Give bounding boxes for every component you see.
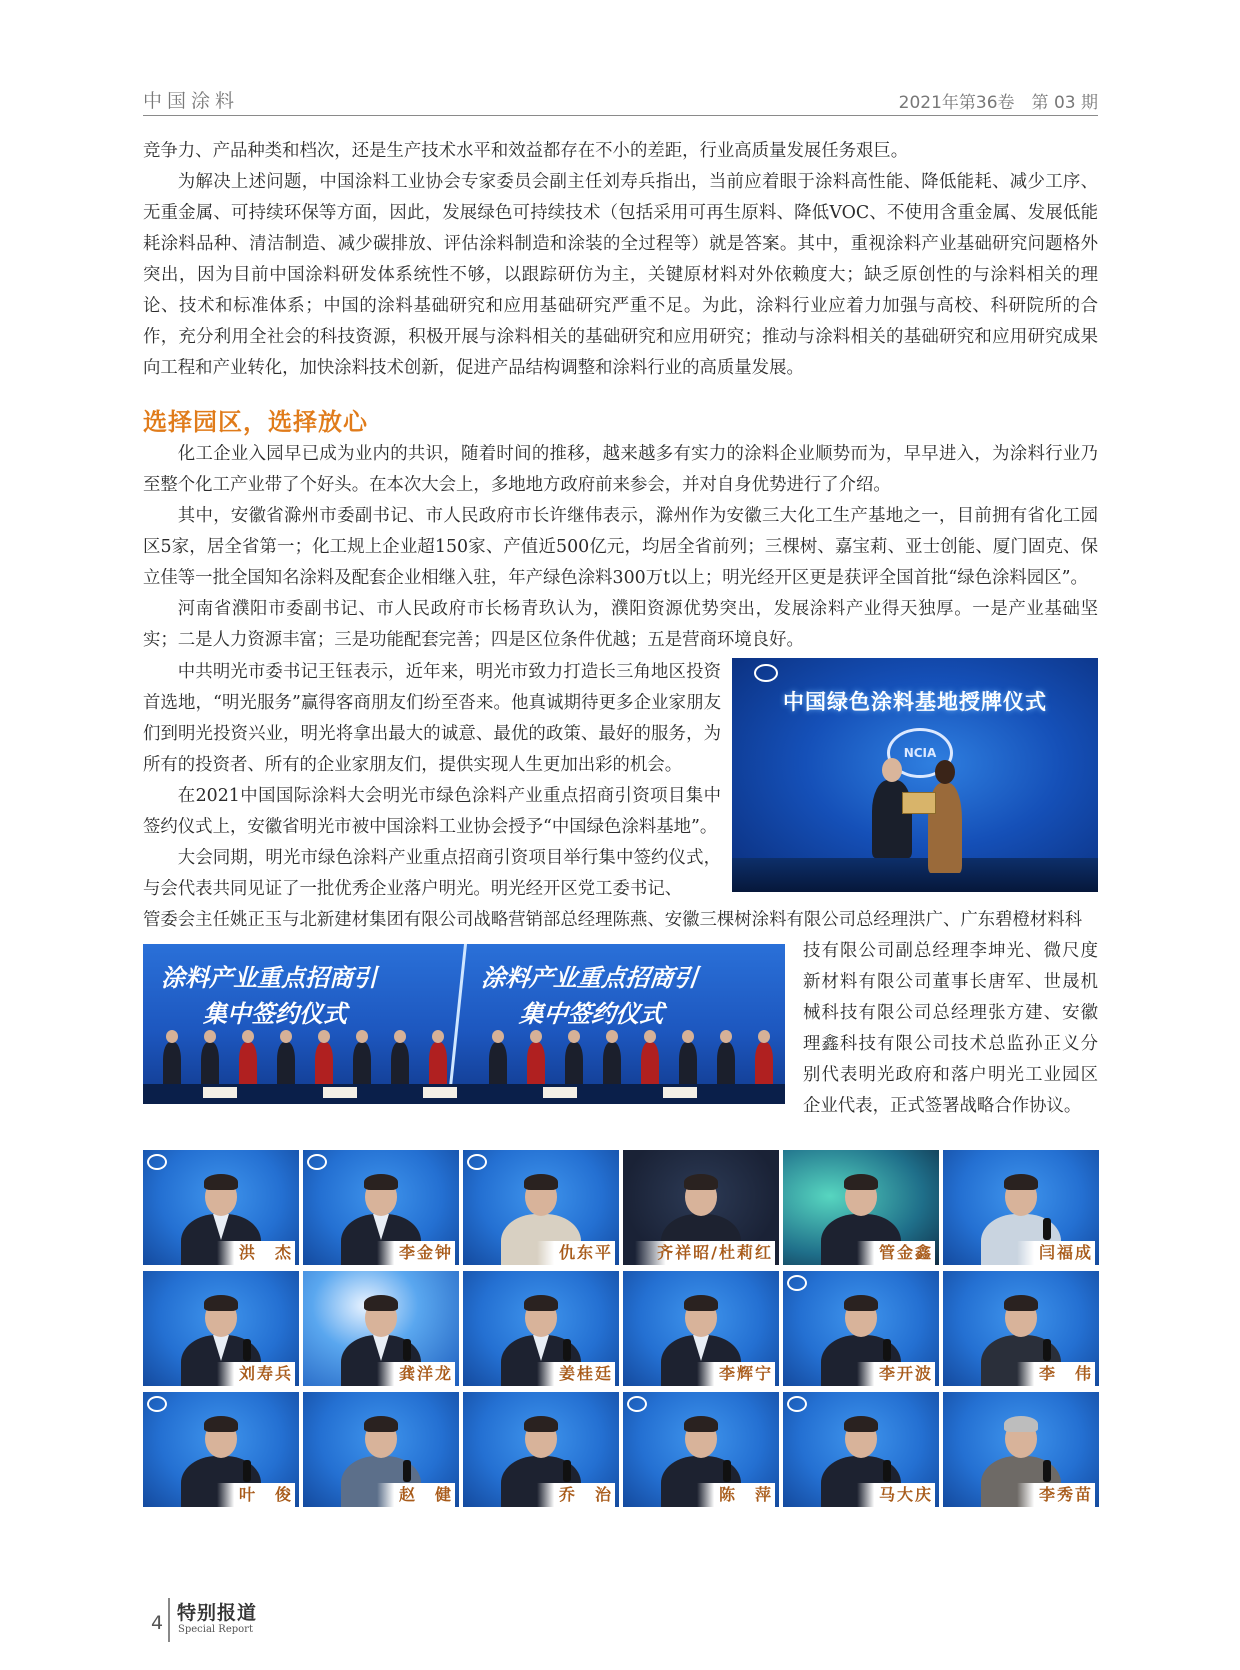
conference-logo-icon	[307, 1154, 327, 1170]
paragraph-8a: 大会同期，明光市绿色涂料产业重点招商引资项目举行集中签约仪式，与会代表共同见证了一批优秀企业落户明光。明光经开区党工委书记、	[143, 848, 721, 899]
speaker-photo	[943, 1392, 1099, 1507]
speaker-name: 李金钟	[377, 1241, 455, 1265]
speaker-photo	[943, 1150, 1099, 1265]
speaker-hair	[684, 1416, 718, 1432]
footer-divider	[168, 1598, 170, 1642]
microphone-icon	[403, 1460, 411, 1482]
running-header	[143, 86, 1098, 116]
nameplate	[203, 1087, 237, 1098]
speaker-name: 管金鑫	[857, 1241, 935, 1265]
speaker-photo	[143, 1271, 299, 1386]
signer-figure	[353, 1042, 371, 1086]
issue-info: 2021年第36卷 第 03 期	[898, 93, 1098, 113]
ncia-logo: NCIA	[887, 728, 953, 778]
signing-banner-line1: 涂料产业重点招商引	[161, 964, 377, 992]
speaker-hair	[1004, 1174, 1038, 1190]
signer-figure	[755, 1042, 773, 1086]
stage-floor	[732, 858, 1098, 892]
signer-figure	[603, 1042, 621, 1086]
signer-figure	[679, 1042, 697, 1086]
speaker-photo	[623, 1271, 779, 1386]
microphone-icon	[243, 1460, 251, 1482]
speaker-name: 赵 健	[377, 1483, 455, 1507]
speaker-name: 李开波	[857, 1362, 935, 1386]
speaker-photo	[623, 1150, 779, 1265]
speaker-name: 龚洋龙	[377, 1362, 455, 1386]
page-number: 4	[151, 1612, 164, 1634]
signer-figure	[163, 1042, 181, 1086]
speaker-photo	[463, 1392, 619, 1507]
microphone-icon	[1043, 1218, 1051, 1240]
speaker-photo	[463, 1150, 619, 1265]
signer-figure	[565, 1042, 583, 1086]
paragraph-5: 河南省濮阳市委副书记、市人民政府市长杨青玖认为，濮阳资源优势突出，发展涂料产业得天独厚。一是产业基础坚实；二是人力资源丰富；三是功能配套完善；四是区位条件优越；五是营商环境良好。	[143, 599, 1098, 650]
signer-figure	[315, 1042, 333, 1086]
speaker-photo	[303, 1392, 459, 1507]
speaker-hair	[684, 1295, 718, 1311]
section-title: 选择园区，选择放心	[143, 408, 368, 436]
speaker-name: 马大庆	[857, 1483, 935, 1507]
signer-figure	[641, 1042, 659, 1086]
speaker-hair	[684, 1174, 718, 1190]
microphone-icon	[243, 1339, 251, 1361]
microphone-icon	[1043, 1460, 1051, 1482]
speaker-hair	[844, 1295, 878, 1311]
speaker-photo	[783, 1271, 939, 1386]
speaker-hair	[1004, 1416, 1038, 1432]
speaker-photo	[943, 1271, 1099, 1386]
microphone-icon	[883, 1460, 891, 1482]
microphone-icon	[723, 1460, 731, 1482]
microphone-icon	[403, 1339, 411, 1361]
speaker-name: 李 伟	[1017, 1362, 1095, 1386]
signer-figure	[527, 1042, 545, 1086]
section-name: 特别报道	[177, 1602, 258, 1624]
speaker-hair	[204, 1295, 238, 1311]
speaker-name: 叶 俊	[217, 1483, 295, 1507]
speaker-photo	[143, 1150, 299, 1265]
speaker-hair	[364, 1416, 398, 1432]
conference-logo-icon	[787, 1275, 807, 1291]
conference-logo-icon	[467, 1154, 487, 1170]
nameplate	[323, 1087, 357, 1098]
speaker-photo	[623, 1392, 779, 1507]
speaker-name: 刘寿兵	[217, 1362, 295, 1386]
conference-logo-icon	[147, 1396, 167, 1412]
signer-figure	[391, 1042, 409, 1086]
speaker-photo	[783, 1150, 939, 1265]
speaker-name: 姜桂廷	[537, 1362, 615, 1386]
signing-banner-line1-right: 涂料产业重点招商引	[479, 964, 699, 992]
recipient-head	[935, 760, 955, 784]
speaker-name: 乔 治	[537, 1483, 615, 1507]
nameplate	[423, 1087, 457, 1098]
paragraph-4: 其中，安徽省滁州市委副书记、市人民政府市长许继伟表示，滁州作为安徽三大化工生产基地之一，目前拥有省化工园区5家，居全省第一；化工规上企业超150家、产值近500亿元，均居全省前列；三棵树、嘉宝莉、亚士创能、厦门固克、保立佳等一批全国知名涂料及配套企业相继入驻，年产绿色涂料300万t以上；明光经开区更是获评全国首批“绿色涂料园区”。	[143, 506, 1098, 588]
conference-logo-icon	[787, 1396, 807, 1412]
microphone-icon	[1043, 1339, 1051, 1361]
signer-figure	[717, 1042, 735, 1086]
speaker-photo	[463, 1271, 619, 1386]
signer-figure	[239, 1042, 257, 1086]
conference-logo-icon	[627, 1396, 647, 1412]
conference-logo-icon	[147, 1154, 167, 1170]
paragraph-8c: 技有限公司副总经理李坤光、微尺度新材料有限公司董事长唐军、世晟机械科技有限公司总经理张方建、安徽理鑫科技有限公司技术总监孙正义分别代表明光政府和落户明光工业园区企业代表，正式签署战略合作协议。	[803, 941, 1098, 1116]
speaker-hair	[524, 1174, 558, 1190]
speaker-name: 李秀苗	[1017, 1483, 1095, 1507]
microphone-icon	[563, 1339, 571, 1361]
nameplate	[543, 1087, 577, 1098]
presenter-head	[882, 758, 902, 782]
microphone-icon	[883, 1339, 891, 1361]
speaker-hair	[364, 1174, 398, 1190]
speaker-photo-grid	[143, 1150, 1098, 1507]
paragraph-8b: 管委会主任姚正玉与北新建材集团有限公司战略营销部总经理陈燕、安徽三棵树涂料有限公司总经理洪广、广东碧橙材料科	[143, 910, 1083, 930]
award-plaque	[902, 792, 936, 814]
speaker-hair	[524, 1295, 558, 1311]
signing-banner-line2-right: 集中签约仪式	[518, 1000, 666, 1028]
speaker-name: 闫福成	[1017, 1241, 1095, 1265]
speaker-hair	[364, 1295, 398, 1311]
journal-title: 中国涂料	[143, 90, 240, 112]
speaker-hair	[204, 1416, 238, 1432]
speaker-hair	[844, 1174, 878, 1190]
signing-ceremony-photo	[143, 944, 785, 1104]
speaker-hair	[1004, 1295, 1038, 1311]
signer-figure	[277, 1042, 295, 1086]
paragraph-6: 中共明光市委书记王钰表示，近年来，明光市致力打造长三角地区投资首选地，“明光服务”赢得客商朋友们纷至沓来。他真诚期待更多企业家朋友们到明光投资兴业，明光将拿出最大的诚意、最优的政策、最好的服务，为所有的投资者、所有的企业家朋友们，提供实现人生更加出彩的机会。	[143, 662, 721, 775]
speaker-name: 仇东平	[537, 1241, 615, 1265]
signing-banner-line2: 集中签约仪式	[203, 1000, 347, 1028]
award-ceremony-photo	[732, 658, 1098, 892]
paragraph-7: 在2021中国国际涂料大会明光市绿色涂料产业重点招商引资项目集中签约仪式上，安徽省明光市被中国涂料工业协会授予“中国绿色涂料基地”。	[143, 786, 721, 837]
signer-figure	[489, 1042, 507, 1086]
speaker-name: 齐祥昭/杜莉红	[635, 1241, 775, 1265]
small-logo-icon	[754, 664, 778, 682]
section-name-english: Special Report	[178, 1624, 253, 1635]
speaker-hair	[524, 1416, 558, 1432]
paragraph-3: 化工企业入园早已成为业内的共识，随着时间的推移，越来越多有实力的涂料企业顺势而为，早早进入，为涂料行业乃至整个化工产业带了个好头。在本次大会上，多地地方政府前来参会，并对自身优势进行了介绍。	[143, 444, 1098, 495]
nameplate	[663, 1087, 697, 1098]
speaker-name: 陈 萍	[697, 1483, 775, 1507]
signer-figure	[201, 1042, 219, 1086]
microphone-icon	[563, 1460, 571, 1482]
speaker-hair	[844, 1416, 878, 1432]
signing-crowd	[143, 1042, 785, 1104]
speaker-photo	[303, 1150, 459, 1265]
signer-figure	[429, 1042, 447, 1086]
speaker-photo	[303, 1271, 459, 1386]
paragraph-1: 竞争力、产品种类和档次，还是生产技术水平和效益都存在不小的差距，行业高质量发展任务艰巨。	[143, 141, 909, 161]
speaker-name: 洪 杰	[217, 1241, 295, 1265]
speaker-name: 李辉宁	[697, 1362, 775, 1386]
speaker-photo	[143, 1392, 299, 1507]
speaker-photo	[783, 1392, 939, 1507]
paragraph-2: 为解决上述问题，中国涂料工业协会专家委员会副主任刘寿兵指出，当前应着眼于涂料高性能、降低能耗、减少工序、无重金属、可持续环保等方面，因此，发展绿色可持续技术（包括采用可再生原料、降低VOC、不使用含重金属、发展低能耗涂料品种、清洁制造、减少碳排放、评估涂料制造和涂装的全过程等）就是答案。其中，重视涂料产业基础研究问题格外突出，因为目前中国涂料研发体系统性不够，以跟踪研仿为主，关键原材料对外依赖度大；缺乏原创性的与涂料相关的理论、技术和标准体系；中国的涂料基础研究和应用基础研究严重不足。为此，涂料行业应着力加强与高校、科研院所的合作，充分利用全社会的科技资源，积极开展与涂料相关的基础研究和应用研究；推动与涂料相关的基础研究和应用研究成果向工程和产业转化，加快涂料技术创新，促进产品结构调整和涂料行业的高质量发展。	[143, 172, 1098, 378]
award-banner-text: 中国绿色涂料基地授牌仪式	[783, 690, 1047, 714]
speaker-hair	[204, 1174, 238, 1190]
